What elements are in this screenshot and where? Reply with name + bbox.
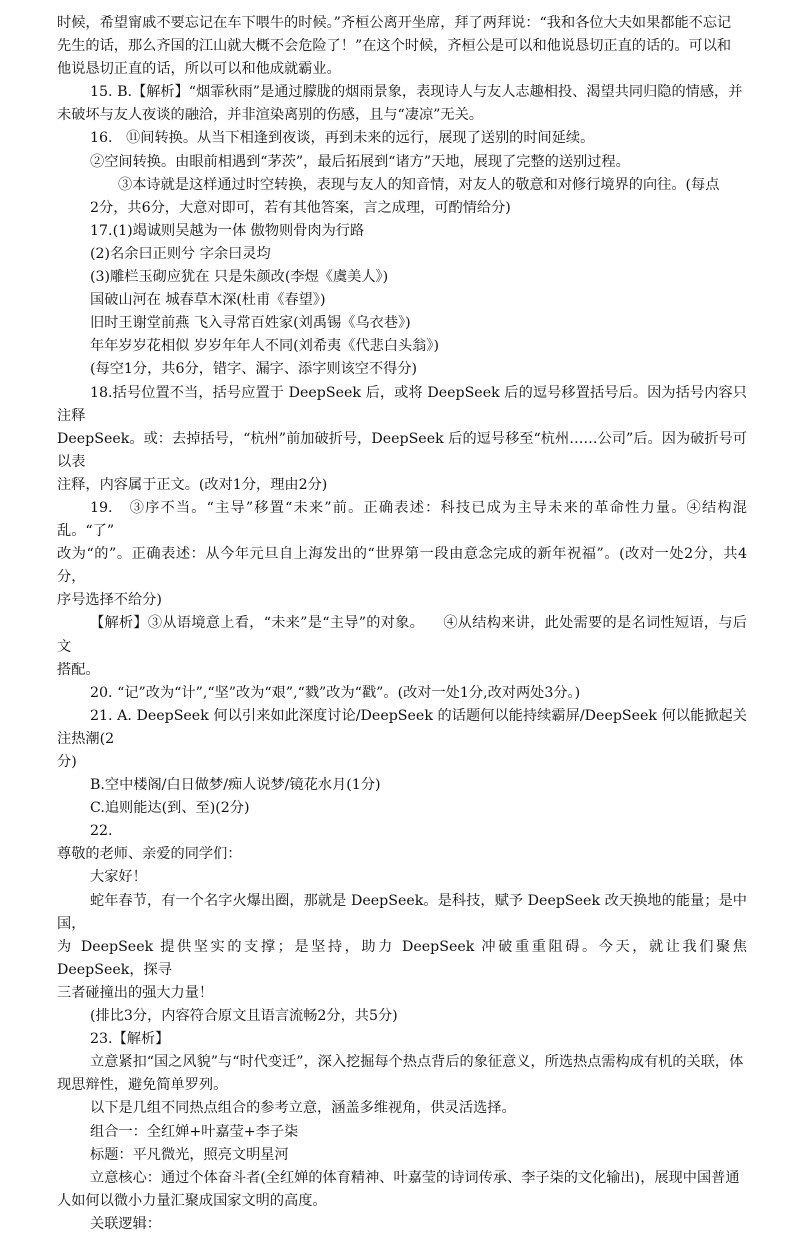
- text-line: 年年岁岁花相似 岁岁年年人不同(刘希夷《代悲白头翁》): [90, 338, 439, 355]
- text-line: 改为“的”。正确表述：从今年元旦自上海发出的“世界第一段由意念完成的新年祝福”。(改对一处2分，共4分，: [57, 546, 747, 586]
- text-line: 20. “记”改为“计”,“坚”改为“艰”,“戮”改为“戳”。(改对一处1分,改对两处3分。): [90, 684, 581, 701]
- text-line: (3)雕栏玉砌应犹在 只是朱颜改(李煜《虞美人》): [90, 269, 389, 286]
- text-line: 立意紧扣“国之风貌”与“时代变迁”，深入挖掘每个热点背后的象征意义，所选热点需构成有机的关联，体: [90, 1054, 744, 1071]
- text-line: ③本诗就是这样通过时空转换，表现与友人的知音情，对友人的敬意和对修行境界的向往。(每点: [118, 176, 720, 193]
- text-line: 22.: [90, 823, 113, 840]
- text-line: 时候，希望甯戚不要忘记在车下喂牛的时候。”齐桓公离开坐席，拜了两拜说：“我和各位大夫如果都能不忘记: [57, 15, 732, 31]
- text-line: C.追则能达(到、至)(2分): [90, 800, 250, 817]
- text-line: 三者碰撞出的强大力量！: [57, 984, 214, 1001]
- text-line: 他说恳切正直的话，所以可以和他成就霸业。: [57, 61, 341, 78]
- text-line: ②空间转换。由眼前相遇到“茅茨”，最后拓展到“诸方”天地，展现了完整的送别过程。: [90, 153, 630, 170]
- text-line: 未破坏与友人夜谈的融洽，并非渲染离别的伤感，且与“凄凉”无关。: [57, 107, 483, 124]
- text-line: 国破山河在 城春草木深(杜甫《春望》): [90, 292, 326, 309]
- text-line: 组合一：全红婵+叶嘉莹+李子柒: [90, 1123, 299, 1140]
- text-line: 21. A. DeepSeek 何以引来如此深度讨论/DeepSeek 的话题何以能持续霸屏/DeepSeek 何以能掀起关注热潮(2: [57, 707, 747, 747]
- text-line: 【解析】③从语境意上看，“未来”是“主导”的对象。 ④从结构来讲，此处需要的是名词性短语，与后文: [57, 615, 747, 655]
- text-line: (每空1分，共6分，错字、漏字、添字则该空不得分): [90, 361, 418, 378]
- text-line: 19. ③序不当。“主导”移置“未来”前。正确表述：科技已成为主导未来的革命性力量。④结构混乱。“了”: [57, 499, 747, 540]
- text-line: B.空中楼阁/白日做梦/痴人说梦/镜花水月(1分): [90, 777, 381, 794]
- text-line: (2)名余曰正则兮 字余曰灵均: [90, 245, 271, 262]
- text-line: 分): [57, 754, 77, 770]
- text-line: 人如何以微小力量汇聚成国家文明的高度。: [57, 1192, 327, 1209]
- text-line: DeepSeek。或：去掉括号，“杭州”前加破折号，DeepSeek 后的逗号移至“杭州……公司”后。因为破折号可以表: [57, 430, 747, 470]
- text-line: 立意核心：通过个体奋斗者(全红婵的体育精神、叶嘉莹的诗词传承、李子柒的文化输出)，展现中国普通: [90, 1169, 740, 1186]
- text-line: 16. ⑪间转换。从当下相逢到夜谈，再到未来的远行，展现了送别的时间延续。: [90, 130, 595, 147]
- text-line: 大家好！: [90, 869, 147, 886]
- text-line: 尊敬的老师、亲爱的同学们：: [57, 846, 242, 863]
- text-line: 现思辩性，避免简单罗列。: [57, 1077, 228, 1094]
- text-line: 关联逻辑：: [90, 1215, 161, 1232]
- text-line: 先生的话，那么齐国的江山就大概不会危险了！”在这个时候，齐桓公是可以和他说恳切正直的话的。可以和: [57, 38, 732, 55]
- text-line: 18.括号位置不当，括号应置于 DeepSeek 后，或将 DeepSeek 后的逗号移置括号后。因为括号内容只注释: [57, 384, 747, 424]
- text-line: 为 DeepSeek 提供坚实的支撑；是坚持，助力 DeepSeek 冲破重重阻碍。今天，就让我们聚焦 DeepSeek，探寻: [57, 938, 752, 978]
- text-line: 23.【解析】: [90, 1031, 170, 1048]
- text-line: (排比3分，内容符合原文且语言流畅2分，共5分): [90, 1008, 398, 1025]
- text-line: 搭配。: [57, 661, 100, 678]
- text-line: 标题：平凡微光，照亮文明星河: [90, 1146, 289, 1163]
- text-line: 2分，共6分，大意对即可，若有其他答案，言之成理，可酌情给分): [90, 199, 511, 216]
- text-line: 序号选择不给分): [57, 592, 162, 609]
- answer-text-body: [57, 12, 752, 1236]
- text-line: 15. B.【解析】“烟霏秋雨”是通过朦胧的烟雨景象，表现诗人与友人志趣相投、渴望共同归隐的情感，并: [90, 84, 743, 101]
- text-line: 注释，内容属于正文。(改对1分，理由2分): [57, 476, 328, 493]
- text-line: 17.(1)竭诚则吴越为一体 傲物则骨肉为行路: [90, 222, 365, 239]
- text-line: 以下是几组不同热点组合的参考立意，涵盖多维视角，供灵活选择。: [90, 1100, 516, 1117]
- text-line: 旧时王谢堂前燕 飞入寻常百姓家(刘禹锡《乌衣巷》): [90, 315, 411, 332]
- text-line: 蛇年春节，有一个名字火爆出圈，那就是 DeepSeek。是科技，赋予 DeepSeek 改天换地的能量；是中国，: [57, 892, 747, 932]
